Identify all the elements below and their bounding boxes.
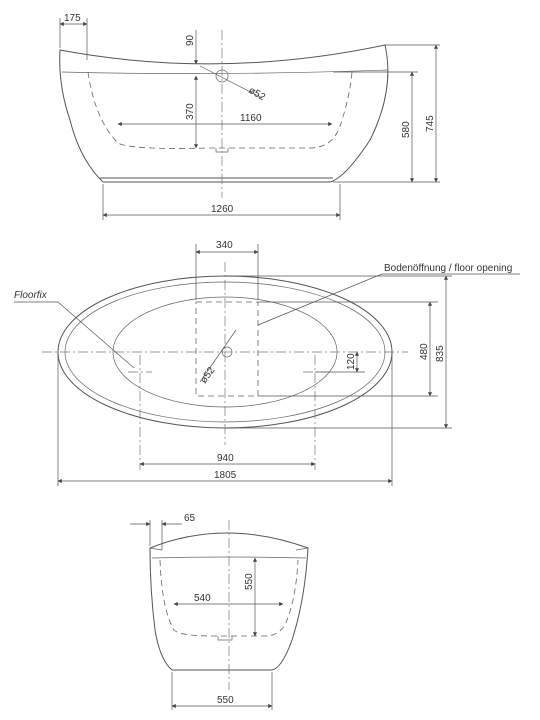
end-view-rim-edge bbox=[150, 548, 308, 550]
dim-1805-text: 1805 bbox=[214, 470, 237, 481]
dim-1260-text: 1260 bbox=[211, 204, 234, 215]
end-view bbox=[130, 513, 308, 710]
side-view-base bbox=[100, 178, 333, 182]
dim-175-text: 175 bbox=[64, 13, 81, 24]
dim-835-text: 835 bbox=[435, 345, 446, 362]
dim-540-text: 540 bbox=[194, 593, 211, 604]
dim-52-text: ø52 bbox=[246, 85, 267, 104]
dim-745-text: 745 bbox=[425, 115, 436, 132]
end-view-drain bbox=[218, 636, 232, 640]
side-view-inner-basin bbox=[88, 72, 352, 148]
dim-940-text: 940 bbox=[217, 453, 234, 464]
floorfix-label: Floorfix bbox=[14, 290, 47, 301]
dim-120-text: 120 bbox=[346, 353, 357, 370]
dim-340-text: 340 bbox=[216, 240, 233, 251]
floor-opening-leader bbox=[258, 274, 382, 325]
dim-65-text: 65 bbox=[184, 513, 196, 524]
side-view-outer-shell bbox=[60, 45, 388, 182]
dim-370-text: 370 bbox=[185, 103, 196, 120]
floor-opening-label: Bodenöffnung / floor opening bbox=[384, 263, 513, 274]
dim-480-text: 480 bbox=[419, 343, 430, 360]
dim-90-text: 90 bbox=[185, 34, 196, 46]
dim-1160-text: 1160 bbox=[240, 113, 262, 124]
side-view bbox=[60, 13, 440, 220]
top-view bbox=[14, 240, 520, 486]
dim-550-horizontal-text: 550 bbox=[217, 695, 234, 706]
dim-580-text: 580 bbox=[401, 121, 412, 138]
dim-52-top-text: ø52 bbox=[198, 365, 218, 386]
dim-550-vertical-text: 550 bbox=[244, 573, 255, 590]
